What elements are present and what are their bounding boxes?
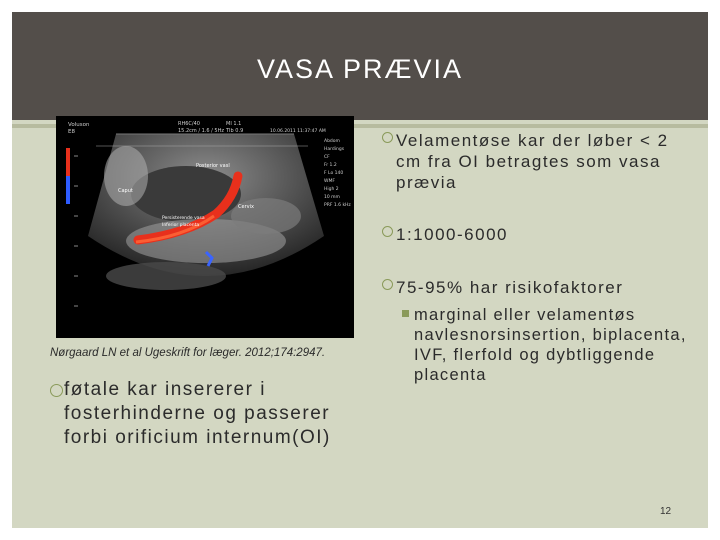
side-parameter-label: CF [324, 155, 330, 160]
logo-bottom-label: E8 [68, 129, 75, 135]
placenta-label: Posterior vasl [196, 163, 230, 169]
left-bullet-text: føtale kar insererer i fosterhinderne og passerer forbi orificium internum(OI) [64, 379, 331, 448]
left-bullet [50, 378, 350, 450]
side-parameter-label: 10 mm [324, 195, 340, 200]
header-label-3: MI 1.1 [226, 121, 242, 127]
side-parameter-label: High 2 [324, 187, 339, 192]
page-number: 12 [660, 506, 672, 517]
circle-bullet-icon [382, 226, 393, 237]
right-bullet-1 [382, 130, 682, 193]
caput-label: Caput [118, 188, 133, 194]
side-parameter-label: Hardings [324, 147, 345, 152]
right-bullet-1-text: Velamentøse kar der løber < 2 cm fra OI betragtes som vasa prævia [396, 131, 669, 192]
circle-bullet-icon [50, 384, 63, 397]
header-label-5: 10.06.2011 11:37:47 AM [270, 129, 326, 134]
circle-bullet-icon [382, 279, 393, 290]
sub-bullet [402, 305, 698, 385]
vessels-label-1: Persisterende vasa [162, 216, 205, 221]
right-bullet-2 [382, 224, 682, 245]
cervix-label: Cervix [238, 204, 254, 210]
title-bar [12, 12, 708, 120]
header-label-2: 15.2cm / 1.6 / 5Hz [178, 128, 224, 134]
right-bullet-3 [382, 277, 682, 298]
right-bullet-2-text: 1:1000-6000 [396, 225, 508, 244]
side-parameter-label: F Lo 140 [324, 171, 344, 176]
ultrasound-scan [56, 116, 354, 338]
ultrasound-image [56, 116, 354, 338]
header-label-1: RH6C/40 [178, 121, 200, 127]
right-bullet-3-text: 75-95% har risikofaktorer [396, 278, 624, 297]
square-bullet-icon [402, 310, 409, 317]
header-label-4: TIb 0.9 [226, 128, 244, 134]
side-parameter-label: WMF [324, 179, 335, 184]
slide-title: VASA PRÆVIA [256, 54, 464, 84]
side-parameter-label: Fr 1.2 [324, 163, 337, 168]
side-parameter-label: PRF 1.6 kHz [324, 203, 351, 208]
sub-bullet-text: marginal eller velamentøs navlesnorsinsertion, biplacenta, IVF, flerfold og dybtliggende placenta [414, 306, 687, 384]
side-parameter-label: Abdom [324, 139, 340, 144]
circle-bullet-icon [382, 132, 393, 143]
vessels-label-2: Inferior placenta [162, 223, 200, 228]
side-parameters [324, 138, 351, 208]
image-caption: Nørgaard LN et al Ugeskrift for læger. 2012;174:2947. [50, 347, 326, 359]
logo-top-label: Voluson [68, 122, 90, 128]
